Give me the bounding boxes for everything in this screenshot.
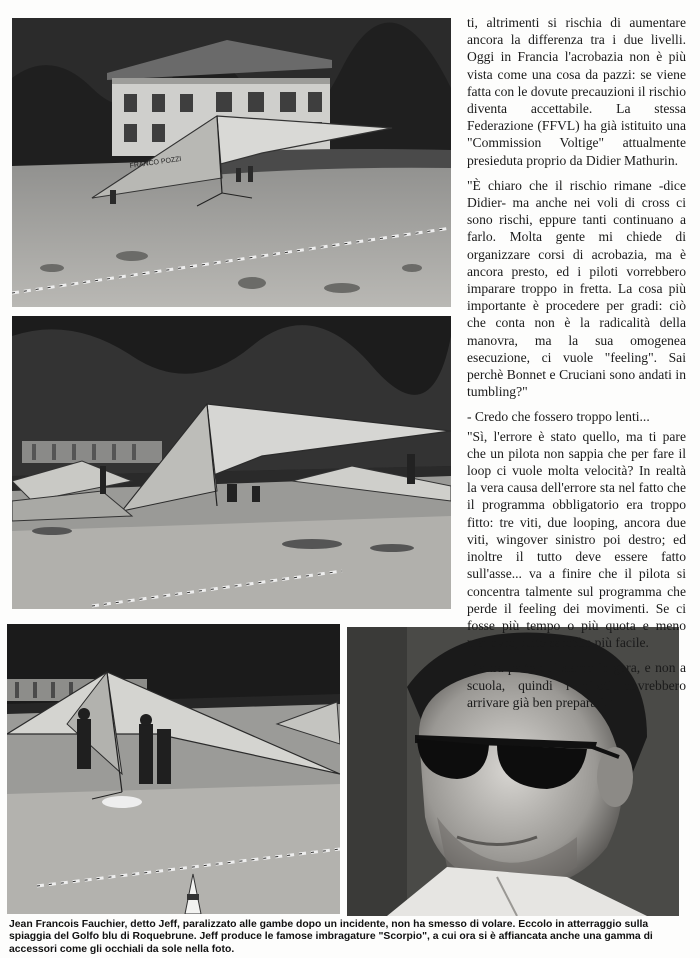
article-paragraph: "È chiaro che il rischio rimane -dice Didier- ma anche nei voli di cross ci sono rischi, eppure tanti continuano a farlo. Molta gente mi chiede di organizzare corsi di acrobazia, ma è ancora presto, ed i piloti vorrebbero imparare troppo in fretta. La cosa più importante è procedere per gradi: ciò che conta non è la radicalità della manovra, ma la sua omogenea esecuzione, ci vuole "feeling". Sai perchè Bonnet e Cruciani sono andati in tumbling?" [467,177,686,400]
article-paragraph: "Sì, l'errore è stato quello, ma ti pare che un pilota non sappia che per fare il loop ci vuole molta velocità? In realtà la vera causa dell'errore sta nel fatto che il programma obbligatorio era troppo fitto: tre viti, due looping, ancora due viti, wingover sinistro poi destro; ed inoltre il tutto deve essere fatto sull'asse... va a finire che il pilota si concentra talmente sul programma che perde il feeling dei movimenti. Se ci fosse più tempo o più quota e meno manovre, tutto sarebbe più facile. [467,428,686,651]
article-text-column [467,14,686,719]
photo-caption: Jean Francois Fauchier, detto Jeff, paralizzato alle gambe dopo un incidente, non ha smesso di volare. Eccolo in atterraggio sulla spiaggia del Golfo blu di Roquebrune. Jeff produce le famose imbragature "Scorpio", a cui ora si è affiancata anche una gamma di accessori come gli occhiali da sole nella foto. [9,919,653,955]
photo-beach-building [12,18,451,307]
article-paragraph: - Credo che fossero troppo lenti... [467,409,650,425]
photo-gliders-on-beach [12,316,451,609]
sail-lettering: FRANCO POZZI [129,155,182,170]
photo-pilot-landing [7,624,340,914]
article-paragraph: D'altra parte qui siamo in gara, e non a scuola, quindi i piloti dovrebbero arrivare già ben preparati." [467,660,686,710]
photo-beach-building-image [12,18,451,307]
article-paragraph: ti, altrimenti si rischia di aumentare ancora la differenza tra i due livelli. Oggi in Francia l'acrobazia non è più vista come una cosa da pazzi: se viene fatta con le dovute precauzioni il rischio diventa accettabile. La stessa Federazione (FFVL) ha già istituito una "Commission Voltige" attualmente presieduta proprio da Didier Mathurin. [467,15,686,168]
photo-pilot-landing-image [7,624,340,914]
photo-gliders-on-beach-image [12,316,451,609]
